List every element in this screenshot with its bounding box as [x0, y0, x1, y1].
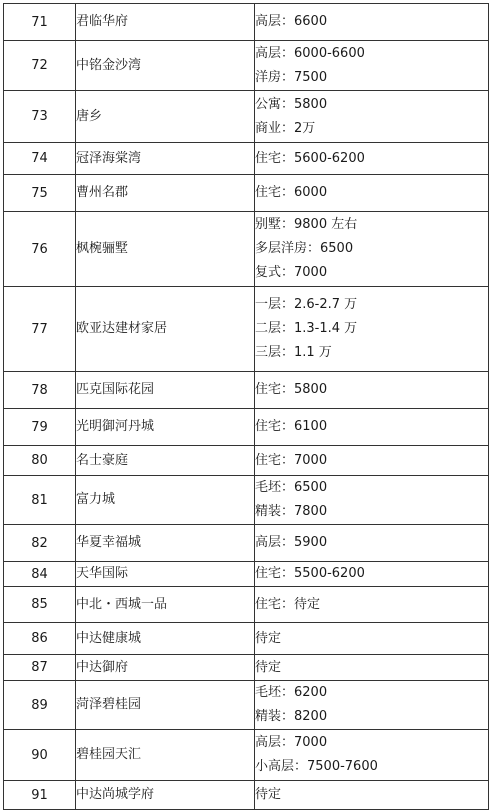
table-container — [3, 3, 489, 810]
row-number-cell: 73 — [4, 91, 76, 143]
housing-price-table — [3, 3, 489, 810]
price-line: 住宅：6100 — [255, 419, 328, 434]
table-row — [4, 655, 489, 681]
price-cell — [255, 175, 489, 212]
price-line: 二层：1.3-1.4 万 — [255, 321, 358, 336]
price-cell — [255, 623, 489, 655]
price-line: 公寓：5800 — [255, 96, 328, 112]
row-number-cell: 77 — [4, 287, 76, 372]
table-body — [4, 4, 489, 810]
price-line: 待定 — [255, 787, 282, 802]
price-cell — [255, 91, 489, 143]
price-line: 小高层：7500-7600 — [255, 759, 378, 774]
price-cell — [255, 446, 489, 476]
project-name: 欧亚达建材家居 — [76, 321, 168, 336]
project-name: 中北・西城一品 — [76, 596, 168, 612]
table-row — [4, 781, 489, 810]
table-row — [4, 287, 489, 372]
project-name-cell — [76, 143, 255, 175]
project-name: 冠泽海棠湾 — [76, 150, 142, 166]
project-name: 君临华府 — [76, 14, 129, 29]
table-row — [4, 409, 489, 446]
table-row — [4, 91, 489, 143]
project-name-cell — [76, 409, 255, 446]
row-number-cell: 84 — [4, 562, 76, 587]
row-number-cell: 78 — [4, 372, 76, 409]
price-line: 精装：7800 — [255, 504, 328, 519]
project-name-cell — [76, 4, 255, 41]
project-name: 天华国际 — [76, 566, 129, 581]
project-name: 唐乡 — [76, 108, 103, 124]
project-name: 中铭金沙湾 — [76, 57, 142, 73]
project-name-cell — [76, 525, 255, 562]
price-line: 高层：7000 — [255, 735, 328, 750]
price-cell — [255, 287, 489, 372]
project-name-cell — [76, 623, 255, 655]
row-number-cell: 72 — [4, 41, 76, 91]
price-cell — [255, 41, 489, 91]
table-row — [4, 681, 489, 730]
project-name: 名士豪庭 — [76, 452, 129, 468]
project-name-cell — [76, 476, 255, 525]
row-number-cell: 91 — [4, 781, 76, 810]
price-line: 毛坯：6200 — [255, 685, 328, 700]
row-number-cell: 74 — [4, 143, 76, 175]
price-cell — [255, 525, 489, 562]
price-cell — [255, 409, 489, 446]
row-number-cell: 85 — [4, 587, 76, 623]
project-name-cell — [76, 681, 255, 730]
table-row — [4, 562, 489, 587]
price-line: 高层：6600 — [255, 14, 328, 29]
project-name: 中达御府 — [76, 659, 129, 675]
price-line: 住宅：7000 — [255, 452, 328, 468]
row-number-cell: 82 — [4, 525, 76, 562]
table-row — [4, 41, 489, 91]
project-name-cell — [76, 175, 255, 212]
row-number-cell: 75 — [4, 175, 76, 212]
price-cell — [255, 562, 489, 587]
price-cell — [255, 681, 489, 730]
row-number-cell: 76 — [4, 212, 76, 287]
project-name: 中达尚城学府 — [76, 787, 155, 802]
price-line: 住宅：待定 — [255, 596, 321, 612]
table-row — [4, 372, 489, 409]
project-name: 曹州名郡 — [76, 185, 129, 200]
project-name: 富力城 — [76, 492, 116, 507]
price-line: 三层：1.1 万 — [255, 345, 332, 360]
price-cell — [255, 730, 489, 781]
price-line: 住宅：5600-6200 — [255, 150, 365, 166]
table-row — [4, 525, 489, 562]
row-number-cell: 79 — [4, 409, 76, 446]
price-line: 洋房：7500 — [255, 69, 328, 85]
price-cell — [255, 587, 489, 623]
price-line: 别墅：9800 左右 — [255, 217, 358, 232]
project-name: 匹克国际花园 — [76, 382, 155, 397]
project-name-cell — [76, 781, 255, 810]
row-number-cell: 80 — [4, 446, 76, 476]
project-name-cell — [76, 372, 255, 409]
row-number-cell: 86 — [4, 623, 76, 655]
table-row — [4, 175, 489, 212]
table-row — [4, 143, 489, 175]
price-cell — [255, 655, 489, 681]
project-name-cell — [76, 655, 255, 681]
row-number-cell: 71 — [4, 4, 76, 41]
row-number-cell: 90 — [4, 730, 76, 781]
price-cell — [255, 476, 489, 525]
row-number-cell: 81 — [4, 476, 76, 525]
price-line: 一层：2.6-2.7 万 — [255, 297, 358, 312]
project-name-cell — [76, 730, 255, 781]
price-line: 精装：8200 — [255, 709, 328, 724]
price-line: 住宅：5500-6200 — [255, 566, 365, 581]
table-row — [4, 587, 489, 623]
project-name: 光明御河丹城 — [76, 419, 155, 434]
price-line: 住宅：5800 — [255, 382, 328, 397]
price-line: 复式：7000 — [255, 265, 328, 280]
table-row — [4, 730, 489, 781]
price-cell — [255, 372, 489, 409]
price-cell — [255, 212, 489, 287]
price-line: 住宅：6000 — [255, 185, 328, 200]
price-cell — [255, 781, 489, 810]
price-line: 高层：5900 — [255, 535, 328, 550]
project-name: 枫椀骊墅 — [76, 241, 129, 256]
project-name-cell — [76, 446, 255, 476]
project-name-cell — [76, 287, 255, 372]
project-name: 中达健康城 — [76, 630, 142, 646]
table-row — [4, 476, 489, 525]
row-number-cell: 89 — [4, 681, 76, 730]
table-row — [4, 212, 489, 287]
project-name: 碧桂园天汇 — [76, 747, 142, 762]
table-row — [4, 446, 489, 476]
table-row — [4, 623, 489, 655]
price-line: 待定 — [255, 659, 282, 675]
project-name: 菏泽碧桂园 — [76, 697, 142, 712]
price-line: 待定 — [255, 630, 282, 646]
row-number-cell: 87 — [4, 655, 76, 681]
price-line: 毛坯：6500 — [255, 480, 328, 495]
table-row — [4, 4, 489, 41]
price-line: 高层：6000-6600 — [255, 45, 365, 61]
project-name: 华夏幸福城 — [76, 535, 142, 550]
project-name-cell — [76, 91, 255, 143]
price-line: 多层洋房：6500 — [255, 241, 354, 256]
price-cell — [255, 143, 489, 175]
project-name-cell — [76, 587, 255, 623]
price-cell — [255, 4, 489, 41]
price-line: 商业：2万 — [255, 120, 316, 136]
project-name-cell — [76, 212, 255, 287]
project-name-cell — [76, 562, 255, 587]
project-name-cell — [76, 41, 255, 91]
